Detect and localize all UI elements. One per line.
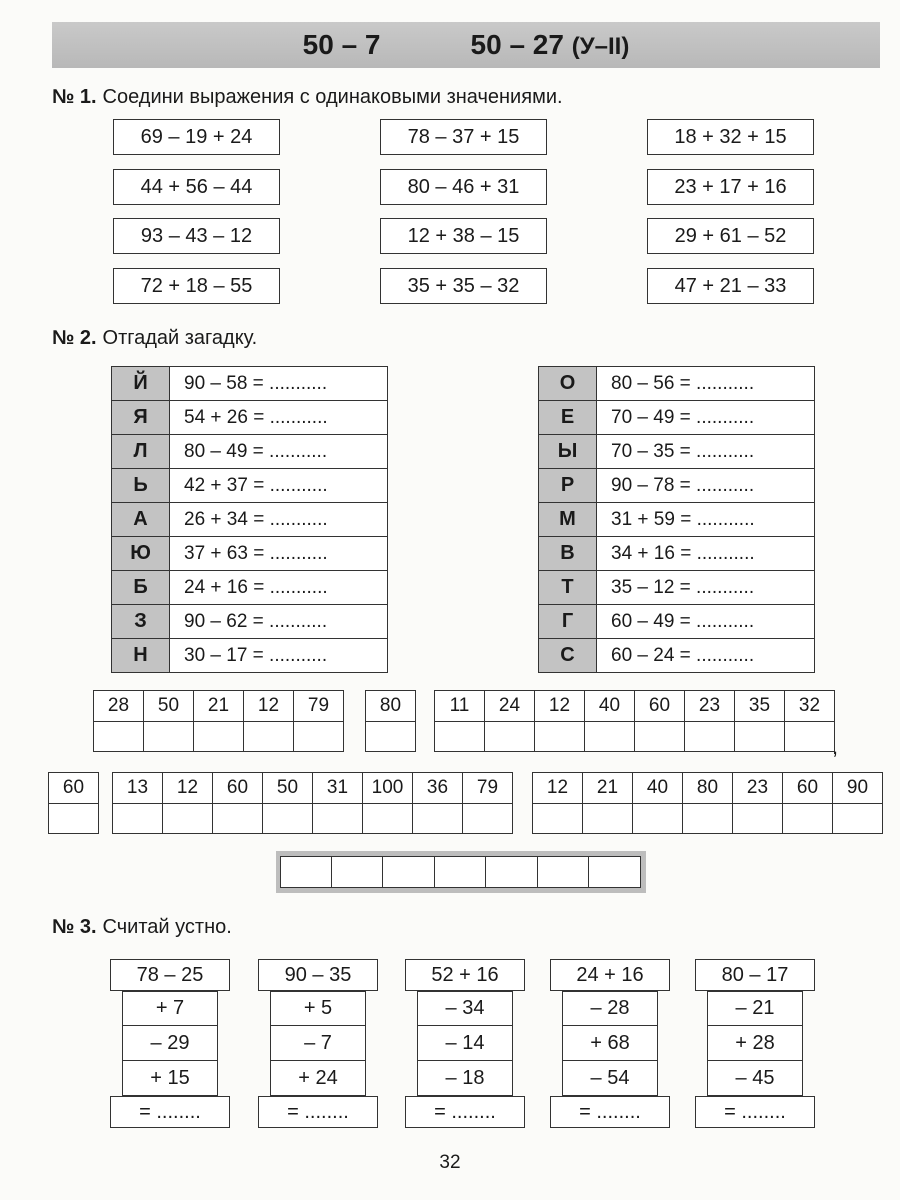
chain-result[interactable]: = ........: [258, 1096, 378, 1128]
code-number-cell: 60: [213, 773, 263, 804]
chain-result[interactable]: = ........: [110, 1096, 230, 1128]
code-letter-cell[interactable]: [435, 722, 485, 752]
riddle-letter: В: [539, 537, 597, 571]
header-title-right-main: 50 – 27: [470, 29, 564, 60]
riddle-expression[interactable]: 60 – 24 = ...........: [597, 639, 815, 673]
answer-cell[interactable]: [382, 856, 435, 888]
code-letter-cell[interactable]: [363, 804, 413, 834]
code-letter-cell[interactable]: [735, 722, 785, 752]
code-number-cell: 36: [413, 773, 463, 804]
riddle-row: [112, 401, 388, 435]
chain-start: 78 – 25: [110, 959, 230, 991]
chain-step: – 18: [417, 1061, 513, 1096]
riddle-row: [539, 605, 815, 639]
header-title-suffix: (У–II): [571, 33, 630, 60]
code-word-table: [434, 690, 835, 752]
code-letter-cell[interactable]: [485, 722, 535, 752]
riddle-expression[interactable]: 34 + 16 = ...........: [597, 537, 815, 571]
code-number-cell: 35: [735, 691, 785, 722]
code-letter-cell[interactable]: [583, 804, 633, 834]
expression-box[interactable]: 18 + 32 + 15: [647, 119, 814, 155]
task1-text: Соедини выражения с одинаковыми значениями.: [102, 86, 563, 108]
riddle-row: [539, 367, 815, 401]
code-word-table: [48, 772, 99, 834]
chain-start: 24 + 16: [550, 959, 670, 991]
task3-heading: [52, 916, 232, 939]
riddle-row: [539, 469, 815, 503]
riddle-expression[interactable]: 26 + 34 = ...........: [170, 503, 388, 537]
code-number-cell: 80: [366, 691, 416, 722]
riddle-row: [112, 367, 388, 401]
riddle-letter: Е: [539, 401, 597, 435]
task1-number: № 1.: [52, 86, 97, 108]
code-word-table: [532, 772, 883, 834]
code-number-cell: 40: [633, 773, 683, 804]
riddle-table-right: [538, 366, 815, 673]
code-number-cell: 40: [585, 691, 635, 722]
task2-text: Отгадай загадку.: [102, 327, 258, 349]
code-number-cell: 80: [683, 773, 733, 804]
riddle-letter: М: [539, 503, 597, 537]
code-letter-cell[interactable]: [635, 722, 685, 752]
code-letter-cell[interactable]: [244, 722, 294, 752]
code-number-cell: 60: [49, 773, 99, 804]
code-letter-cell[interactable]: [585, 722, 635, 752]
calc-chain: [405, 959, 525, 1128]
code-number-cell: 32: [785, 691, 835, 722]
riddle-letter: С: [539, 639, 597, 673]
riddle-expression[interactable]: 80 – 49 = ...........: [170, 435, 388, 469]
riddle-row: [112, 503, 388, 537]
chain-step: – 34: [417, 991, 513, 1026]
code-word-table: [93, 690, 344, 752]
calc-chain: [110, 959, 230, 1128]
chain-step: – 14: [417, 1026, 513, 1061]
riddle-expression[interactable]: 70 – 49 = ...........: [597, 401, 815, 435]
code-word-table: [112, 772, 513, 834]
code-number-cell: 12: [163, 773, 213, 804]
riddle-letter: Й: [112, 367, 170, 401]
code-letter-cell[interactable]: [313, 804, 363, 834]
code-number-cell: 21: [583, 773, 633, 804]
riddle-expression[interactable]: 30 – 17 = ...........: [170, 639, 388, 673]
task2-heading: [52, 327, 257, 350]
answer-cell[interactable]: [280, 856, 333, 888]
page-header: [52, 22, 880, 68]
riddle-letter: Т: [539, 571, 597, 605]
riddle-row: [112, 537, 388, 571]
riddle-letter: Л: [112, 435, 170, 469]
code-letter-cell[interactable]: [685, 722, 735, 752]
code-number-cell: 90: [833, 773, 883, 804]
riddle-expression[interactable]: 31 + 59 = ...........: [597, 503, 815, 537]
answer-cell[interactable]: [537, 856, 590, 888]
chain-result[interactable]: = ........: [550, 1096, 670, 1128]
riddle-row: [112, 571, 388, 605]
chain-start: 90 – 35: [258, 959, 378, 991]
expression-box[interactable]: 47 + 21 – 33: [647, 268, 814, 304]
chain-result[interactable]: = ........: [405, 1096, 525, 1128]
code-letter-cell[interactable]: [49, 804, 99, 834]
chain-step: – 7: [270, 1026, 366, 1061]
code-letter-cell[interactable]: [633, 804, 683, 834]
riddle-letter: А: [112, 503, 170, 537]
chain-start: 52 + 16: [405, 959, 525, 991]
riddle-row: [112, 435, 388, 469]
calc-chain: [695, 959, 815, 1128]
code-number-cell: 13: [113, 773, 163, 804]
riddle-table-left: [111, 366, 388, 673]
code-letter-cell[interactable]: [213, 804, 263, 834]
code-number-cell: 60: [783, 773, 833, 804]
riddle-expression[interactable]: 24 + 16 = ...........: [170, 571, 388, 605]
code-letter-cell[interactable]: [733, 804, 783, 834]
code-number-cell: 28: [94, 691, 144, 722]
page-number: 32: [439, 1152, 461, 1173]
task1-heading: [52, 86, 563, 109]
expression-box[interactable]: 72 + 18 – 55: [113, 268, 280, 304]
code-letter-cell[interactable]: [463, 804, 513, 834]
code-letter-cell[interactable]: [783, 804, 833, 834]
code-letter-cell[interactable]: [366, 722, 416, 752]
expression-box[interactable]: 78 – 37 + 15: [380, 119, 547, 155]
code-letter-cell[interactable]: [94, 722, 144, 752]
riddle-row: [539, 537, 815, 571]
riddle-expression[interactable]: 60 – 49 = ...........: [597, 605, 815, 639]
riddle-expression[interactable]: 70 – 35 = ...........: [597, 435, 815, 469]
code-number-cell: 11: [435, 691, 485, 722]
calc-chain: [258, 959, 378, 1128]
comma: ,: [832, 734, 839, 759]
code-letter-cell[interactable]: [144, 722, 194, 752]
expression-box[interactable]: 80 – 46 + 31: [380, 169, 547, 205]
chain-step: + 68: [562, 1026, 658, 1061]
task2-number: № 2.: [52, 327, 97, 349]
code-number-cell: 23: [685, 691, 735, 722]
code-number-cell: 31: [313, 773, 363, 804]
code-letter-cell[interactable]: [163, 804, 213, 834]
chain-start: 80 – 17: [695, 959, 815, 991]
code-number-cell: 79: [463, 773, 513, 804]
riddle-row: [539, 571, 815, 605]
expression-box[interactable]: 23 + 17 + 16: [647, 169, 814, 205]
riddle-letter: З: [112, 605, 170, 639]
riddle-row: [112, 469, 388, 503]
code-number-cell: 100: [363, 773, 413, 804]
riddle-row: [112, 639, 388, 673]
riddle-expression[interactable]: 42 + 37 = ...........: [170, 469, 388, 503]
riddle-expression[interactable]: 80 – 56 = ...........: [597, 367, 815, 401]
code-number-cell: 50: [144, 691, 194, 722]
chain-step: – 54: [562, 1061, 658, 1096]
chain-step: + 7: [122, 991, 218, 1026]
chain-step: – 45: [707, 1061, 803, 1096]
chain-step: + 5: [270, 991, 366, 1026]
code-letter-cell[interactable]: [785, 722, 835, 752]
code-letter-cell[interactable]: [833, 804, 883, 834]
code-number-cell: 12: [535, 691, 585, 722]
chain-step: – 21: [707, 991, 803, 1026]
header-title-right: [471, 29, 630, 61]
code-letter-cell[interactable]: [194, 722, 244, 752]
task3-number: № 3.: [52, 916, 97, 938]
riddle-expression[interactable]: 37 + 63 = ...........: [170, 537, 388, 571]
riddle-letter: Р: [539, 469, 597, 503]
answer-box: [276, 851, 646, 893]
code-letter-cell[interactable]: [413, 804, 463, 834]
chain-step: – 28: [562, 991, 658, 1026]
expression-box[interactable]: 35 + 35 – 32: [380, 268, 547, 304]
riddle-expression[interactable]: 35 – 12 = ...........: [597, 571, 815, 605]
riddle-row: [112, 605, 388, 639]
riddle-expression[interactable]: 90 – 58 = ...........: [170, 367, 388, 401]
riddle-letter: Я: [112, 401, 170, 435]
riddle-letter: Г: [539, 605, 597, 639]
riddle-expression[interactable]: 90 – 78 = ...........: [597, 469, 815, 503]
code-number-cell: 23: [733, 773, 783, 804]
riddle-letter: Ю: [112, 537, 170, 571]
code-letter-cell[interactable]: [683, 804, 733, 834]
code-number-cell: 24: [485, 691, 535, 722]
code-letter-cell[interactable]: [294, 722, 344, 752]
code-number-cell: 79: [294, 691, 344, 722]
riddle-letter: Ь: [112, 469, 170, 503]
riddle-row: [539, 639, 815, 673]
code-letter-cell[interactable]: [533, 804, 583, 834]
code-number-cell: 60: [635, 691, 685, 722]
riddle-letter: Н: [112, 639, 170, 673]
riddle-expression[interactable]: 54 + 26 = ...........: [170, 401, 388, 435]
answer-cell[interactable]: [434, 856, 487, 888]
code-letter-cell[interactable]: [113, 804, 163, 834]
header-title-left: 50 – 7: [302, 29, 381, 60]
code-letter-cell[interactable]: [535, 722, 585, 752]
expression-box[interactable]: 29 + 61 – 52: [647, 218, 814, 254]
riddle-expression[interactable]: 90 – 62 = ...........: [170, 605, 388, 639]
code-letter-cell[interactable]: [263, 804, 313, 834]
chain-step: – 29: [122, 1026, 218, 1061]
code-number-cell: 12: [244, 691, 294, 722]
code-number-cell: 50: [263, 773, 313, 804]
riddle-row: [539, 503, 815, 537]
chain-step: + 28: [707, 1026, 803, 1061]
code-word-table: [365, 690, 416, 752]
chain-result[interactable]: = ........: [695, 1096, 815, 1128]
riddle-row: [539, 401, 815, 435]
code-number-cell: 21: [194, 691, 244, 722]
answer-cell[interactable]: [331, 856, 384, 888]
task3-text: Считай устно.: [102, 916, 232, 938]
expression-box[interactable]: 69 – 19 + 24: [113, 119, 280, 155]
expression-box[interactable]: 93 – 43 – 12: [113, 218, 280, 254]
chain-step: + 24: [270, 1061, 366, 1096]
code-number-cell: 12: [533, 773, 583, 804]
expression-box[interactable]: 44 + 56 – 44: [113, 169, 280, 205]
answer-cell[interactable]: [588, 856, 641, 888]
riddle-letter: Б: [112, 571, 170, 605]
expression-box[interactable]: 12 + 38 – 15: [380, 218, 547, 254]
riddle-row: [539, 435, 815, 469]
calc-chain: [550, 959, 670, 1128]
riddle-letter: О: [539, 367, 597, 401]
chain-step: + 15: [122, 1061, 218, 1096]
riddle-letter: Ы: [539, 435, 597, 469]
answer-cell[interactable]: [485, 856, 538, 888]
